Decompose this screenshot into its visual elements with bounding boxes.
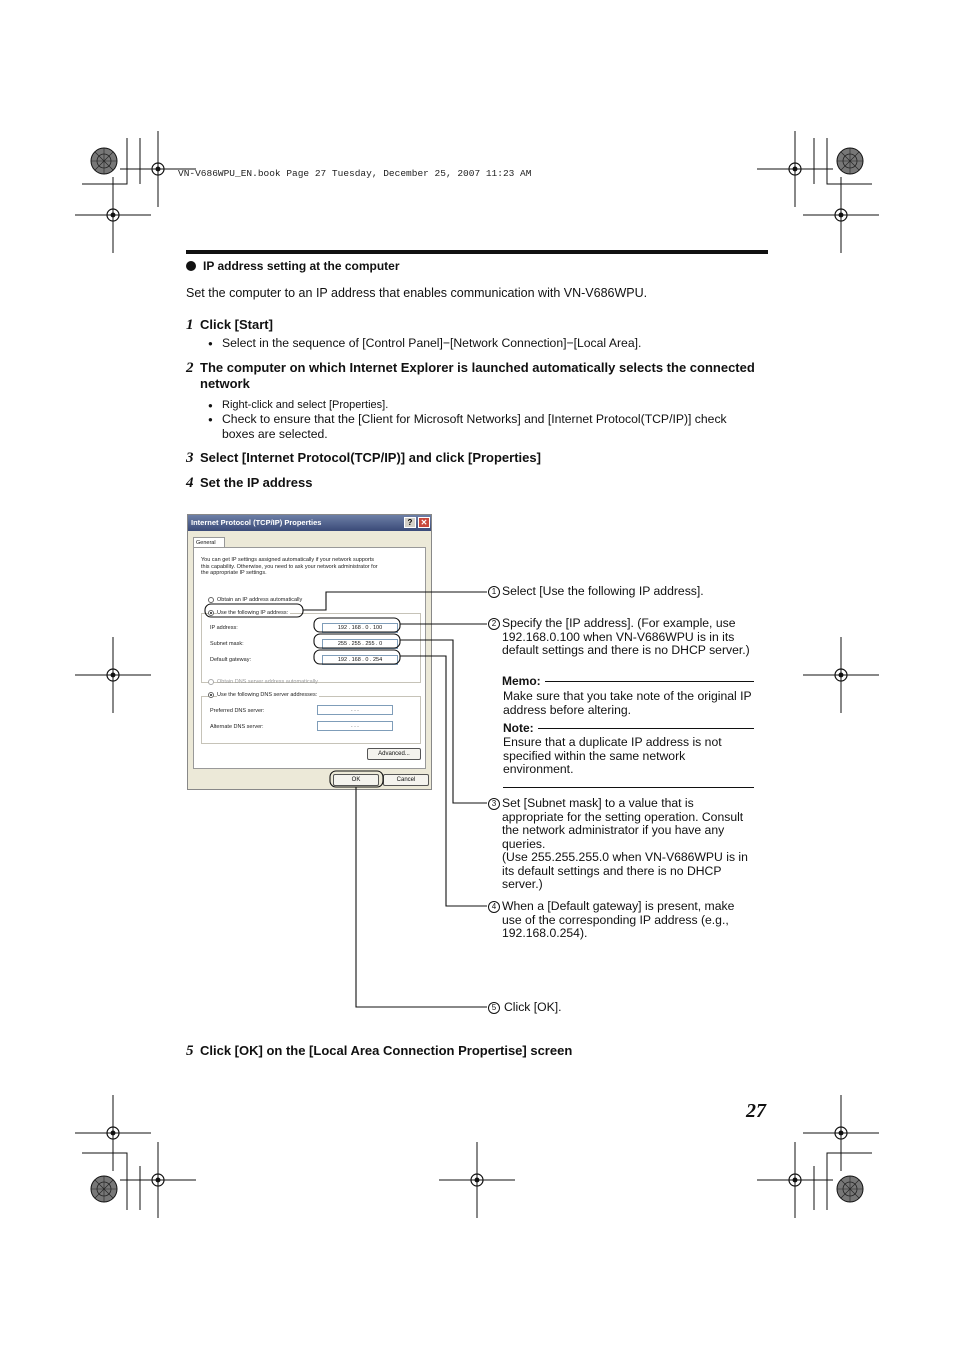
advanced-button[interactable]: Advanced...: [367, 748, 421, 760]
note-text: Ensure that a duplicate IP address is not specified within the same network environment.: [503, 735, 722, 777]
help-button[interactable]: ?: [404, 517, 416, 528]
book-header-info: VN-V686WPU_EN.book Page 27 Tuesday, December 25, 2007 11:23 AM: [178, 168, 532, 179]
highlight-use-ip: [205, 604, 303, 617]
highlight-subnet-field: [314, 634, 400, 648]
highlight-gateway-field: [314, 650, 400, 664]
step-1-title: Click [Start]: [200, 317, 273, 332]
memo-rule: [545, 681, 754, 682]
memo-text: Make sure that you take note of the original IP address before altering.: [503, 689, 752, 717]
alternate-dns-field[interactable]: . . .: [317, 721, 393, 731]
preferred-dns-label: Preferred DNS server:: [210, 708, 265, 714]
ip-address-label: IP address:: [210, 625, 238, 631]
subnet-mask-field[interactable]: 255 . 255 . 255 . 0: [322, 639, 398, 649]
step-4-title: Set the IP address: [200, 475, 313, 490]
subnet-mask-label: Subnet mask:: [210, 641, 244, 647]
step-2-title: The computer on which Internet Explorer is launched automatically selects the connected network: [200, 360, 755, 391]
highlight-ok-button: [330, 771, 383, 787]
alternate-dns-label: Alternate DNS server:: [210, 724, 264, 730]
ok-button[interactable]: OK: [333, 774, 379, 786]
step-5-title: Click [OK] on the [Local Area Connection Propertise] screen: [200, 1043, 573, 1058]
default-gateway-field[interactable]: 192 . 168 . 0 . 254: [322, 655, 398, 665]
default-gateway-label: Default gateway:: [210, 657, 251, 663]
general-panel: You can get IP settings assigned automatically if your network supports this capability. Otherwise, you need to ask your network administrator for the appropriate IP settings. Obtain an IP address automatically Use the following IP address: IP address: 192 . 168 . 0 . 100 Subnet mask: 255 . 255 . 255 . 0 Default gateway: 192 . 168 . 0 . 254 Obtain DNS server address automatically Use the following DNS server addresses: Preferred DNS server: . . . Alternate DNS server: . . . Advanced...: [193, 547, 426, 769]
note-rule: [538, 728, 754, 729]
dialog-title: Internet Protocol (TCP/IP) Properties: [188, 515, 431, 531]
section-title: IP address setting at the computer: [186, 259, 400, 273]
step-3-title: Select [Internet Protocol(TCP/IP)] and click [Properties]: [200, 450, 541, 465]
tab-general[interactable]: General: [193, 537, 225, 547]
note-label: Note:: [503, 721, 534, 735]
intro-text: Set the computer to an IP address that enables communication with VN-V686WPU.: [186, 286, 648, 300]
cancel-button[interactable]: Cancel: [383, 774, 429, 786]
memo-label: Memo:: [502, 674, 541, 688]
highlight-ip-field: [314, 618, 400, 632]
close-button[interactable]: ✕: [418, 517, 430, 528]
note-bottom-rule: [503, 787, 754, 788]
ip-address-field[interactable]: 192 . 168 . 0 . 100: [322, 623, 398, 633]
page-number: 27: [746, 1100, 766, 1122]
preferred-dns-field[interactable]: . . .: [317, 705, 393, 715]
